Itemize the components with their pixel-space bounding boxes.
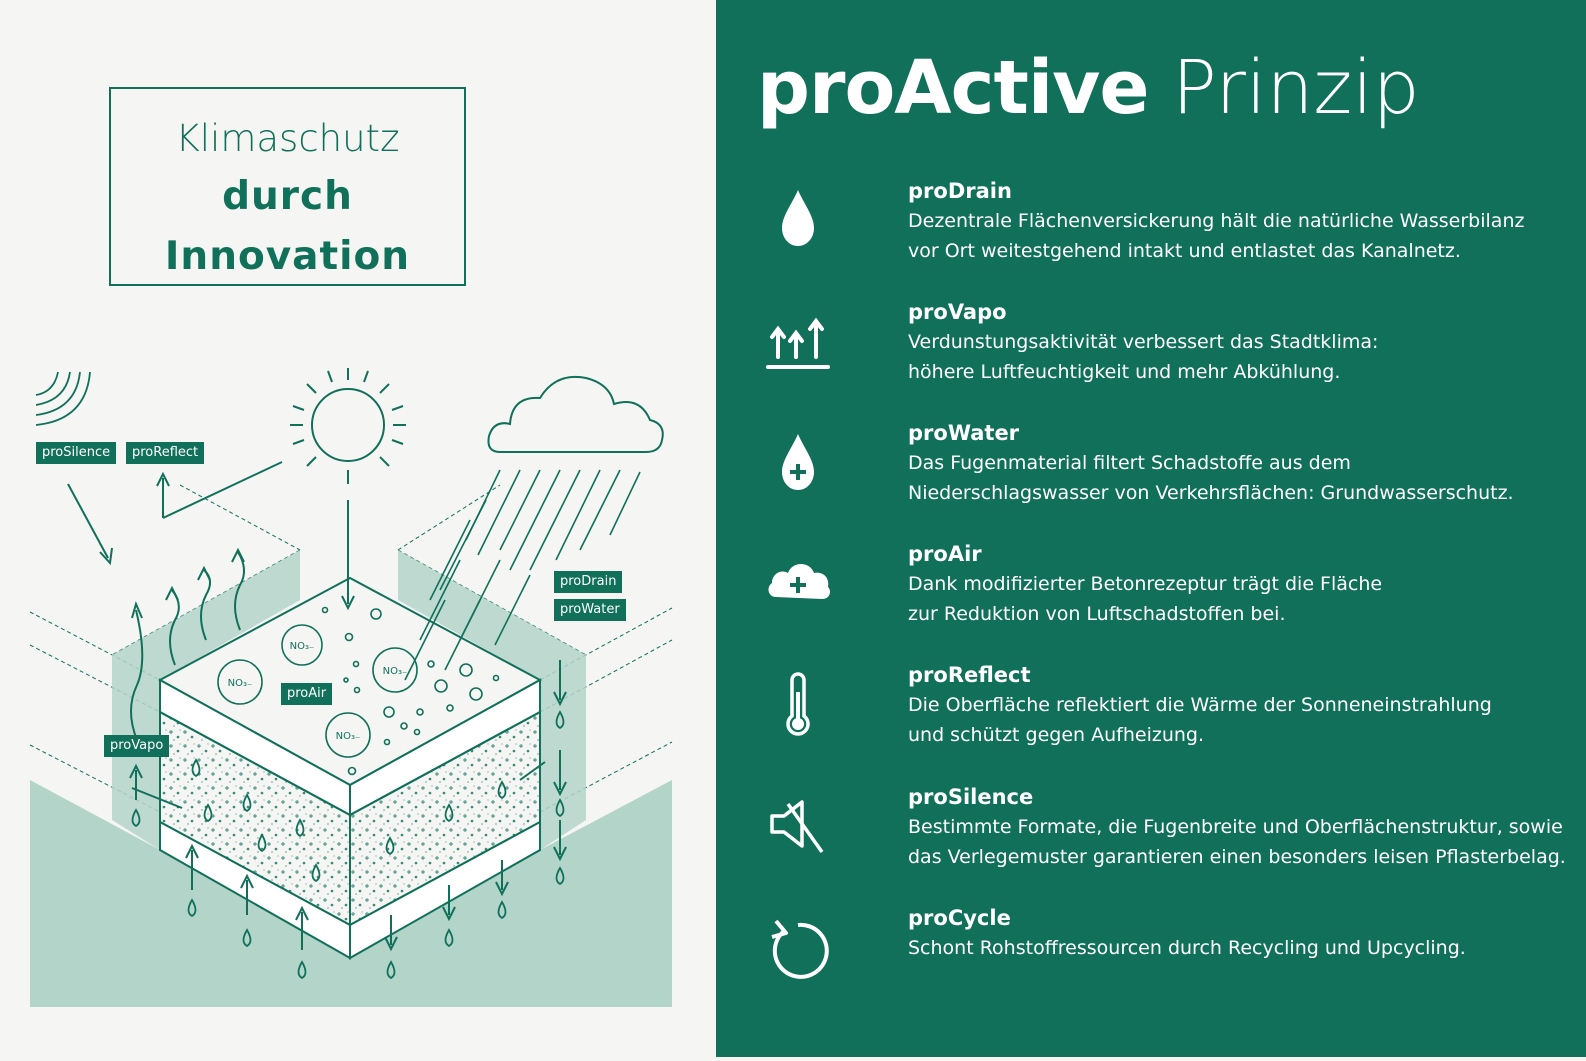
tag-prowater: proWater [554,599,626,621]
water-drop-icon [758,178,838,258]
cloud-plus-icon [758,541,838,621]
sun-icon [290,368,406,484]
feature-desc: Die Oberfläche reflektiert die Wärme der Sonneneinstrahlung und schützt gegen Aufheizung. [908,694,1492,746]
diagram-svg [0,300,716,1057]
claim-line-3: Innovation [164,234,411,279]
tag-proair: proAir [281,683,332,705]
speaker-mute-icon [758,784,838,864]
tag-prodrain: proDrain [554,571,622,593]
feature-name: proReflect [908,663,1031,687]
feature-name: proAir [908,542,982,566]
feature-prosilence [716,784,1586,884]
claim-line-2: durch [222,174,353,219]
molecule-label: NO₃₋ [227,678,253,689]
paving-cross-section-diagram [0,300,716,1057]
feature-desc: Dezentrale Flächenversickerung hält die natürliche Wasserbilanz vor Ort weitestgehend intakt und entlastet das Kanalnetz. [908,210,1525,262]
feature-provapo [716,299,1586,399]
claim-line-1: Klimaschutz [175,117,400,160]
feature-name: proSilence [908,785,1034,809]
feature-name: proDrain [908,179,1012,203]
right-panel [716,0,1586,1057]
tag-proreflect: proReflect [126,442,204,464]
left-panel [0,0,716,1057]
silence-arrow [68,484,108,558]
feature-proreflect [716,662,1586,762]
molecule-label: NO₃₋ [382,666,408,677]
feature-procycle [716,905,1586,1005]
thermometer-icon [758,662,838,742]
feature-proair [716,541,1586,641]
drop-plus-icon [758,420,838,500]
title-bold: proActive [757,45,1149,131]
page-title [757,40,1420,136]
feature-desc: Das Fugenmaterial filtert Schadstoffe aus dem Niederschlagswasser von Verkehrsflächen: Grundwasserschutz. [908,452,1514,504]
cloud-icon [488,377,662,452]
sound-waves-icon [36,372,90,425]
tag-provapo: proVapo [104,735,169,757]
feature-name: proCycle [908,906,1011,930]
title-thin: Prinzip [1172,45,1420,131]
feature-name: proVapo [908,300,1007,324]
feature-desc: Verdunstungsaktivität verbessert das Stadtklima: höhere Luftfeuchtigkeit und mehr Abkühlung. [908,331,1379,383]
feature-prodrain [716,178,1586,278]
feature-desc: Dank modifizierter Betonrezeptur trägt die Fläche zur Reduktion von Luftschadstoffen bei. [908,573,1383,625]
reflect-ray [163,462,282,518]
feature-name: proWater [908,421,1020,445]
recycle-cycle-icon [758,905,838,985]
feature-prowater [716,420,1586,520]
feature-desc: Schont Rohstoffressourcen durch Recycling und Upcycling. [908,937,1466,959]
evaporation-arrows-icon [758,299,838,379]
molecule-label: NO₃₋ [335,731,361,742]
claim-box [109,87,466,286]
tag-prosilence: proSilence [36,442,116,464]
molecule-label: NO₃₋ [289,641,315,652]
feature-desc: Bestimmte Formate, die Fugenbreite und Oberflächenstruktur, sowie das Verlegemuster garantieren einen besonders leisen Pflasterbelag. [908,816,1566,868]
